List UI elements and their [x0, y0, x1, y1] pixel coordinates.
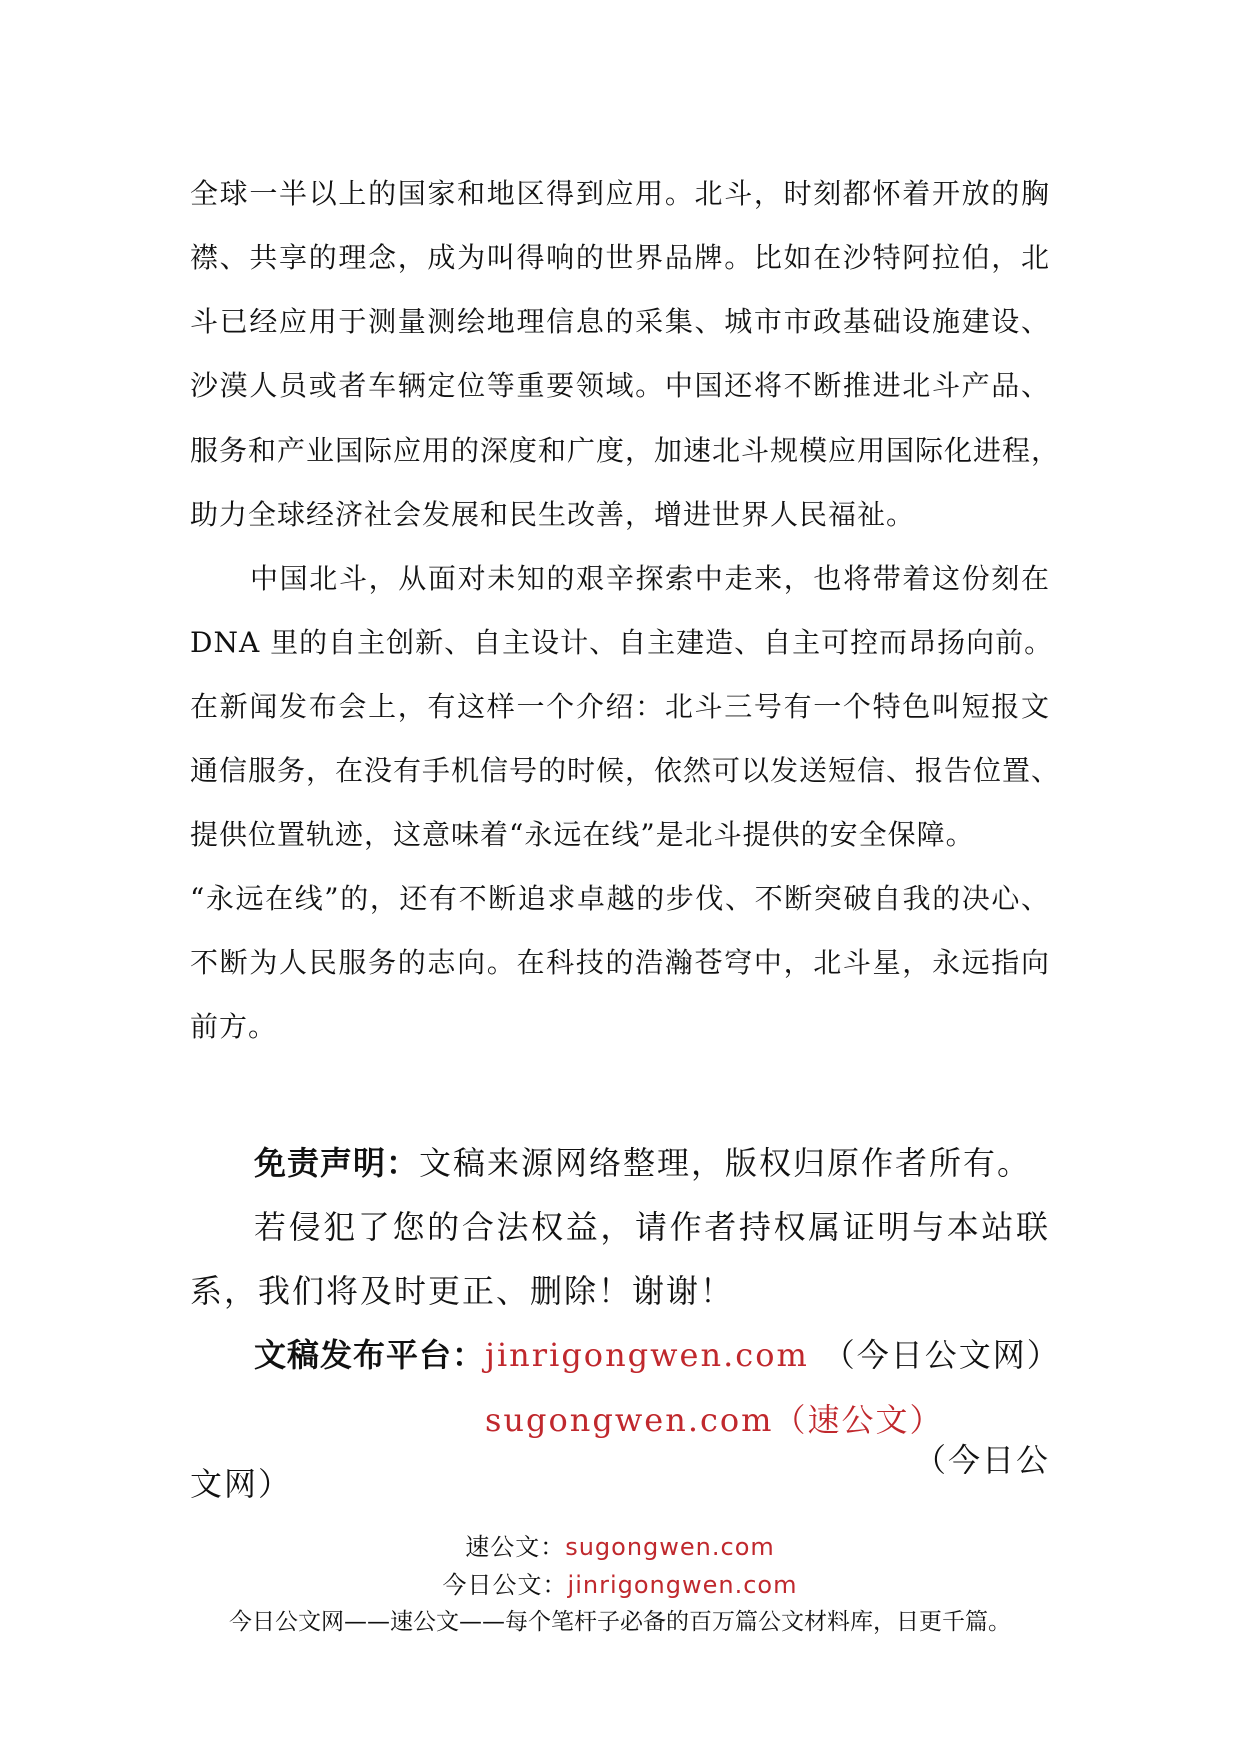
footer-sugongwen — [0, 1532, 1240, 1562]
platform-note-continued: 文网） — [190, 1465, 293, 1503]
paragraph-line: 助力全球经济社会发展和民生改善，增进世界人民福祉。 — [190, 498, 916, 531]
platform-label: 文稿发布平台： — [254, 1336, 486, 1374]
disclaimer-line: 若侵犯了您的合法权益，请作者持权属证明与本站联 — [254, 1208, 1050, 1246]
paragraph-line: 提供位置轨迹，这意味着“永远在线”是北斗提供的安全保障。 — [190, 818, 975, 851]
platform-url-jinrigongwen[interactable]: jinrigongwen.com — [485, 1336, 809, 1374]
disclaimer — [254, 1143, 1031, 1183]
footer-label: 今日公文： — [442, 1571, 568, 1599]
disclaimer-label: 免责声明： — [254, 1144, 420, 1182]
paragraph-line: 斗已经应用于测量测绘地理信息的采集、城市市政基础设施建设、 — [190, 305, 1050, 338]
paragraph-line: DNA 里的自主创新、自主设计、自主建造、自主可控而昂扬向前。 — [190, 626, 1054, 659]
footer-slogan: 今日公文网——速公文——每个笔杆子必备的百万篇公文材料库，日更千篇。 — [229, 1609, 1011, 1635]
footer-url-jinrigongwen[interactable]: jinrigongwen.com — [567, 1571, 798, 1599]
platform-url-note: （今日公文网） — [822, 1336, 1061, 1374]
paragraph-line: 襟、共享的理念，成为叫得响的世界品牌。比如在沙特阿拉伯，北 — [190, 241, 1050, 274]
footer-jinrigongwen — [0, 1570, 1240, 1600]
paragraph-line: 不断为人民服务的志向。在科技的浩瀚苍穹中，北斗星，永远指向 — [190, 946, 1050, 979]
footer-url-sugongwen[interactable]: sugongwen.com — [565, 1533, 775, 1561]
paragraph-line: 前方。 — [190, 1010, 278, 1043]
disclaimer-line: 系，我们将及时更正、删除！谢谢！ — [190, 1272, 735, 1310]
platform-url-sugongwen[interactable]: sugongwen.com（速公文） — [485, 1401, 944, 1439]
platform-line — [485, 1400, 1050, 1480]
paragraph-line: 服务和产业国际应用的深度和广度，加速北斗规模应用国际化进程， — [190, 434, 1061, 467]
paragraph-line: “永远在线”的，还有不断追求卓越的步伐、不断突破自我的决心、 — [190, 882, 1050, 915]
platform-line — [254, 1335, 1061, 1375]
paragraph-line: 全球一半以上的国家和地区得到应用。北斗，时刻都怀着开放的胸 — [190, 177, 1050, 210]
paragraph-line: 在新闻发布会上，有这样一个介绍：北斗三号有一个特色叫短报文 — [190, 690, 1050, 723]
paragraph-line: 中国北斗，从面对未知的艰辛探索中走来，也将带着这份刻在 — [250, 562, 1050, 595]
paragraph-line: 沙漠人员或者车辆定位等重要领域。中国还将不断推进北斗产品、 — [190, 369, 1050, 402]
paragraph-line: 通信服务，在没有手机信号的时候，依然可以发送短信、报告位置、 — [190, 754, 1061, 787]
platform-url-note: （今日公 — [913, 1441, 1050, 1479]
disclaimer-text: 文稿来源网络整理，版权归原作者所有。 — [419, 1144, 1032, 1182]
footer-label: 速公文： — [465, 1533, 566, 1561]
